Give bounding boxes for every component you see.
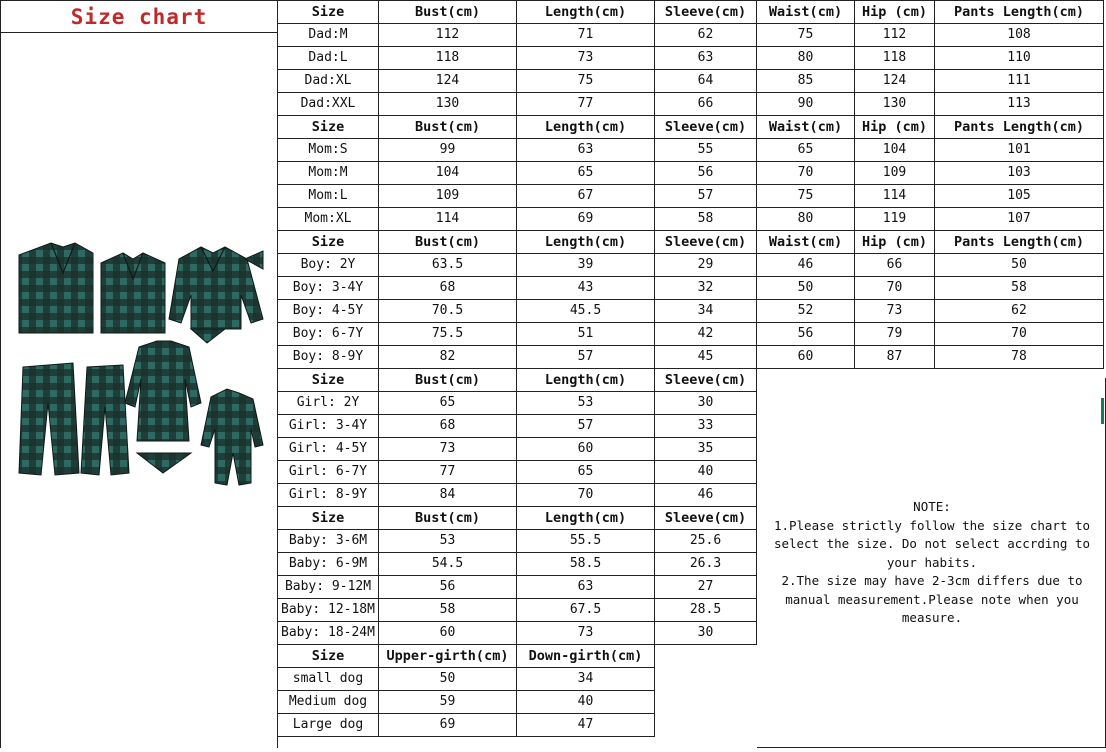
table-cell: 78 [935, 346, 1104, 369]
table-cell: Baby: 3-6M [278, 530, 379, 553]
table-cell: 66 [655, 93, 757, 116]
table-cell: 70 [757, 162, 855, 185]
table-cell: Boy: 6-7Y [278, 323, 379, 346]
table-cell: 32 [655, 277, 757, 300]
blank-cell [655, 691, 757, 714]
mom-shirt-icon [101, 253, 165, 333]
table-cell: 113 [935, 93, 1104, 116]
size-chart-title-cell [0, 0, 278, 33]
note-line: measure. [901, 610, 963, 625]
table-cell: 70 [517, 484, 655, 507]
table-cell: 112 [855, 24, 935, 47]
table-cell: 71 [517, 24, 655, 47]
header-row [278, 1, 1104, 24]
column-header: Size [278, 645, 379, 668]
table-cell: 118 [855, 47, 935, 70]
table-cell: 77 [379, 461, 517, 484]
table-cell: 130 [379, 93, 517, 116]
blank-cell [655, 645, 757, 668]
column-header: Down-girth(cm) [517, 645, 655, 668]
table-cell: 43 [517, 277, 655, 300]
table-row [278, 24, 1104, 47]
column-header: Length(cm) [517, 507, 655, 530]
table-row [278, 323, 1104, 346]
table-cell: Mom:L [278, 185, 379, 208]
table-cell: Dad:L [278, 47, 379, 70]
table-cell: Baby: 12-18M [278, 599, 379, 622]
table-cell: 50 [935, 254, 1104, 277]
table-cell: 75 [517, 70, 655, 93]
note-text [760, 498, 1104, 628]
note-line: 1.Please strictly follow the size chart to [773, 517, 1091, 533]
table-cell: 77 [517, 93, 655, 116]
table-cell: 45.5 [517, 300, 655, 323]
table-cell: 99 [379, 139, 517, 162]
table-cell: 29 [655, 254, 757, 277]
table-cell: 103 [935, 162, 1104, 185]
table-cell: 124 [379, 70, 517, 93]
table-cell: 47 [517, 714, 655, 737]
table-cell: 73 [517, 622, 655, 645]
column-header: Hip (cm) [855, 116, 935, 139]
column-header: Waist(cm) [757, 116, 855, 139]
column-header: Upper-girth(cm) [379, 645, 517, 668]
table-cell: 30 [655, 622, 757, 645]
table-cell: 70 [935, 323, 1104, 346]
note-line: manual measurement.Please note when you [785, 591, 1079, 607]
table-cell: 65 [517, 461, 655, 484]
table-cell: 70 [855, 277, 935, 300]
table-cell: 46 [757, 254, 855, 277]
dog-bandana-icon [191, 329, 225, 343]
table-cell: 110 [935, 47, 1104, 70]
column-header: Bust(cm) [379, 507, 517, 530]
baby-romper-icon [201, 389, 263, 485]
table-cell: 75 [757, 185, 855, 208]
blank-cell [655, 714, 757, 737]
table-row [278, 185, 1104, 208]
column-header: Size [278, 507, 379, 530]
table-cell: 26.3 [655, 553, 757, 576]
table-cell: 46 [655, 484, 757, 507]
table-cell: 45 [655, 346, 757, 369]
table-cell: 51 [517, 323, 655, 346]
column-header: Bust(cm) [379, 116, 517, 139]
table-cell: 33 [655, 415, 757, 438]
table-cell: 50 [757, 277, 855, 300]
boy-shirt-icon [169, 247, 263, 329]
table-cell: Baby: 6-9M [278, 553, 379, 576]
table-cell: 109 [379, 185, 517, 208]
table-cell: 56 [655, 162, 757, 185]
column-header: Hip (cm) [855, 1, 935, 24]
table-cell: 42 [655, 323, 757, 346]
table-cell: 104 [379, 162, 517, 185]
note-line: select the size. Do not select accrding to [773, 536, 1091, 551]
table-cell: Mom:S [278, 139, 379, 162]
column-header: Waist(cm) [757, 1, 855, 24]
size-chart-title: Size chart [70, 4, 208, 29]
table-cell: 82 [379, 346, 517, 369]
table-cell: 124 [855, 70, 935, 93]
edge-marker [1101, 398, 1104, 424]
table-cell: 70.5 [379, 300, 517, 323]
table-cell: Girl: 6-7Y [278, 461, 379, 484]
table-cell: 63 [655, 47, 757, 70]
table-cell: 58.5 [517, 553, 655, 576]
column-header: Length(cm) [517, 116, 655, 139]
table-cell: 63.5 [379, 254, 517, 277]
table-row [278, 346, 1104, 369]
table-cell: 30 [655, 392, 757, 415]
table-cell: Dad:XL [278, 70, 379, 93]
table-row [278, 70, 1104, 93]
note-line: 2.The size may have 2-3cm differs due to [781, 573, 1083, 588]
table-cell: 52 [757, 300, 855, 323]
column-header: Pants Length(cm) [935, 1, 1104, 24]
dad-pants-icon [19, 363, 79, 475]
table-cell: Boy: 2Y [278, 254, 379, 277]
table-cell: 64 [655, 70, 757, 93]
table-cell: 69 [379, 714, 517, 737]
table-cell: 58 [655, 208, 757, 231]
table-cell: 67 [517, 185, 655, 208]
table-cell: 67.5 [517, 599, 655, 622]
header-row [278, 116, 1104, 139]
column-header: Size [278, 1, 379, 24]
column-header: Bust(cm) [379, 369, 517, 392]
column-header: Hip (cm) [855, 231, 935, 254]
table-cell: 53 [379, 530, 517, 553]
table-cell: 63 [517, 576, 655, 599]
header-row [278, 231, 1104, 254]
table-cell: 55.5 [517, 530, 655, 553]
table-row [278, 139, 1104, 162]
column-header: Bust(cm) [379, 1, 517, 24]
table-cell: 84 [379, 484, 517, 507]
column-header: Size [278, 369, 379, 392]
table-cell: 63 [517, 139, 655, 162]
table-cell: 56 [379, 576, 517, 599]
dad-shirt-icon [19, 243, 93, 333]
table-cell: Girl: 2Y [278, 392, 379, 415]
table-cell: 65 [517, 162, 655, 185]
blank-cell [655, 668, 757, 691]
table-cell: small dog [278, 668, 379, 691]
mom-pants-icon [81, 365, 129, 475]
table-cell: 114 [379, 208, 517, 231]
table-cell: 27 [655, 576, 757, 599]
table-row [278, 208, 1104, 231]
column-header: Length(cm) [517, 369, 655, 392]
table-cell: 58 [379, 599, 517, 622]
table-cell: 60 [517, 438, 655, 461]
table-cell: 40 [517, 691, 655, 714]
table-row [278, 254, 1104, 277]
column-header: Length(cm) [517, 1, 655, 24]
table-row [278, 162, 1104, 185]
table-cell: 112 [379, 24, 517, 47]
table-cell: 50 [379, 668, 517, 691]
table-cell: Baby: 9-12M [278, 576, 379, 599]
table-cell: 68 [379, 277, 517, 300]
table-cell: 25.6 [655, 530, 757, 553]
dog-bandana-large-icon [137, 453, 191, 473]
table-cell: Girl: 8-9Y [278, 484, 379, 507]
table-row [278, 277, 1104, 300]
table-cell: Baby: 18-24M [278, 622, 379, 645]
table-cell: 80 [757, 208, 855, 231]
table-cell: 85 [757, 70, 855, 93]
table-cell: 75 [757, 24, 855, 47]
table-cell: 111 [935, 70, 1104, 93]
table-row [278, 93, 1104, 116]
pajama-set-image [1, 33, 277, 748]
table-cell: 114 [855, 185, 935, 208]
table-cell: 90 [757, 93, 855, 116]
table-cell: 105 [935, 185, 1104, 208]
note-line: your habits. [886, 554, 978, 570]
table-cell: 104 [855, 139, 935, 162]
product-image-cell [0, 33, 278, 748]
table-cell: 56 [757, 323, 855, 346]
column-header: Sleeve(cm) [655, 507, 757, 530]
table-cell: 57 [655, 185, 757, 208]
table-cell: 55 [655, 139, 757, 162]
table-cell: 57 [517, 415, 655, 438]
table-cell: 62 [655, 24, 757, 47]
table-cell: Boy: 8-9Y [278, 346, 379, 369]
note-heading: NOTE: [913, 499, 951, 514]
girl-nightgown-icon [125, 341, 201, 441]
column-header: Sleeve(cm) [655, 116, 757, 139]
column-header: Sleeve(cm) [655, 231, 757, 254]
table-cell: 68 [379, 415, 517, 438]
table-cell: 69 [517, 208, 655, 231]
table-cell: Boy: 4-5Y [278, 300, 379, 323]
table-cell: 35 [655, 438, 757, 461]
table-cell: 73 [379, 438, 517, 461]
table-cell: 75.5 [379, 323, 517, 346]
column-header: Size [278, 116, 379, 139]
table-cell: 40 [655, 461, 757, 484]
table-row [278, 47, 1104, 70]
table-cell: 34 [655, 300, 757, 323]
table-cell: 130 [855, 93, 935, 116]
table-cell: Girl: 3-4Y [278, 415, 379, 438]
table-cell: 109 [855, 162, 935, 185]
table-cell: 39 [517, 254, 655, 277]
table-cell: 119 [855, 208, 935, 231]
table-cell: 80 [757, 47, 855, 70]
table-cell: 107 [935, 208, 1104, 231]
table-cell: 53 [517, 392, 655, 415]
table-cell: 73 [855, 300, 935, 323]
table-cell: Dad:M [278, 24, 379, 47]
table-cell: 54.5 [379, 553, 517, 576]
table-cell: 57 [517, 346, 655, 369]
table-cell: 79 [855, 323, 935, 346]
table-cell: 28.5 [655, 599, 757, 622]
table-cell: Dad:XXL [278, 93, 379, 116]
table-cell: 34 [517, 668, 655, 691]
table-cell: Boy: 3-4Y [278, 277, 379, 300]
table-cell: Large dog [278, 714, 379, 737]
table-cell: 101 [935, 139, 1104, 162]
table-cell: 87 [855, 346, 935, 369]
table-cell: 60 [757, 346, 855, 369]
table-cell: 108 [935, 24, 1104, 47]
table-cell: 65 [379, 392, 517, 415]
table-cell: 58 [935, 277, 1104, 300]
column-header: Size [278, 231, 379, 254]
table-cell: 65 [757, 139, 855, 162]
table-cell: 118 [379, 47, 517, 70]
table-row [278, 300, 1104, 323]
column-header: Waist(cm) [757, 231, 855, 254]
column-header: Sleeve(cm) [655, 1, 757, 24]
table-cell: 66 [855, 254, 935, 277]
column-header: Pants Length(cm) [935, 231, 1104, 254]
table-cell: 59 [379, 691, 517, 714]
table-cell: Girl: 4-5Y [278, 438, 379, 461]
table-cell: 62 [935, 300, 1104, 323]
table-cell: Medium dog [278, 691, 379, 714]
table-cell: 73 [517, 47, 655, 70]
column-header: Pants Length(cm) [935, 116, 1104, 139]
column-header: Bust(cm) [379, 231, 517, 254]
table-cell: Mom:XL [278, 208, 379, 231]
table-cell: 60 [379, 622, 517, 645]
table-cell: Mom:M [278, 162, 379, 185]
column-header: Sleeve(cm) [655, 369, 757, 392]
column-header: Length(cm) [517, 231, 655, 254]
